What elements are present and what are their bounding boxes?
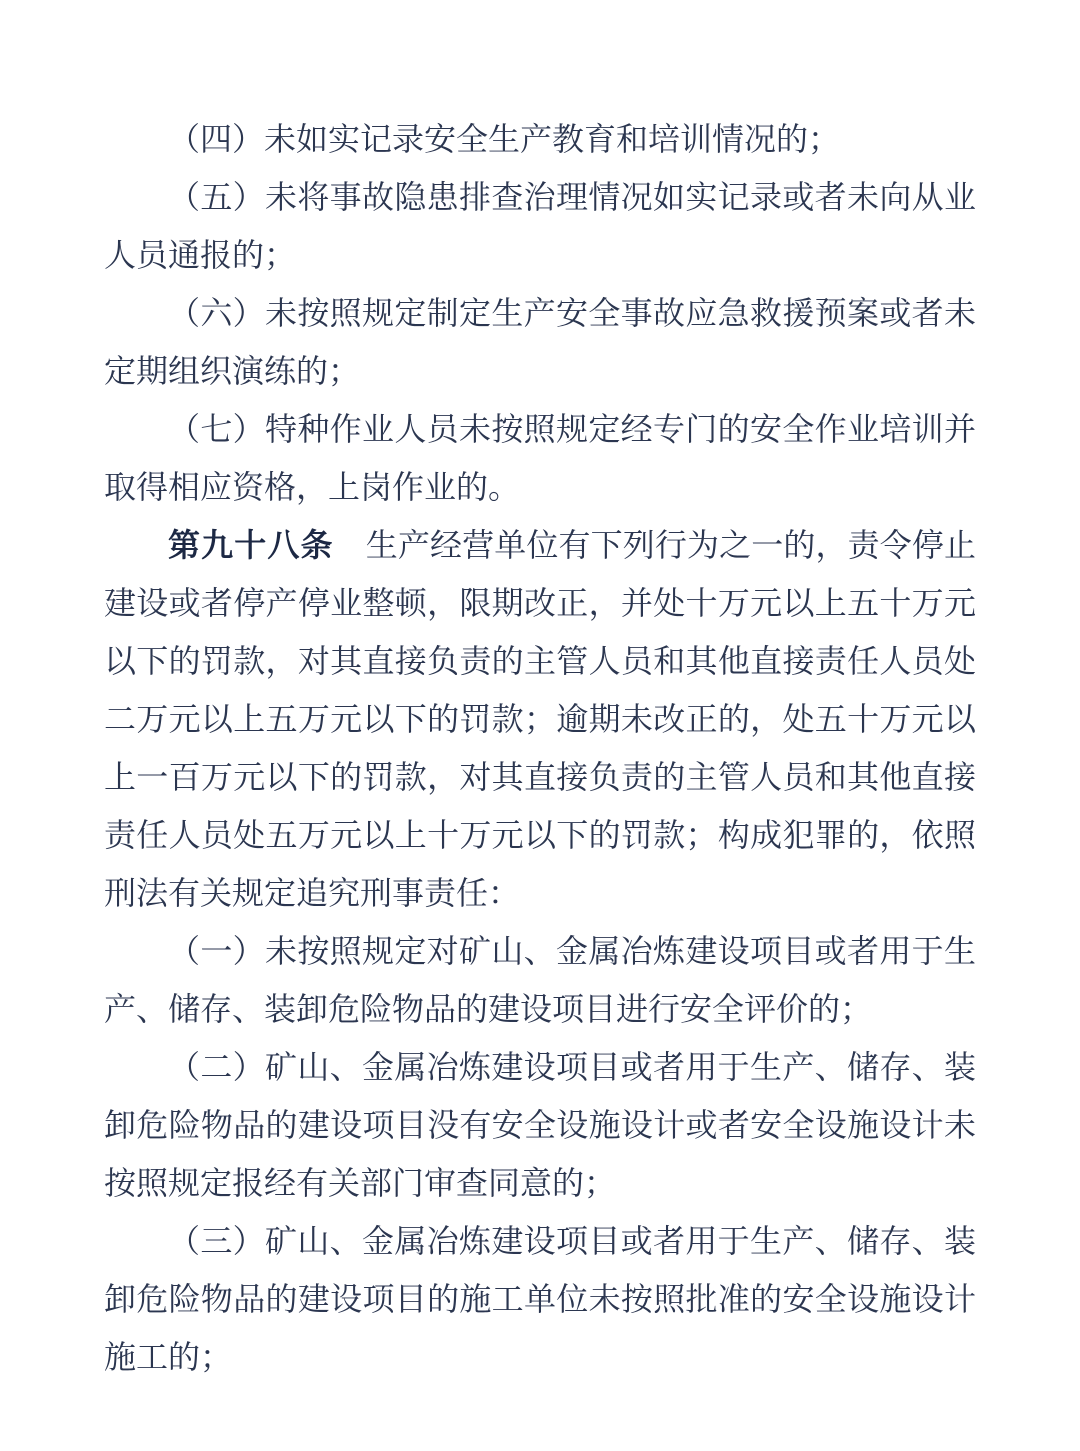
clause-item-4: （四）未如实记录安全生产教育和培训情况的； [168, 121, 841, 157]
article-body-text: 生产经营单位有下列行为之一的，责令停止建设或者停产停业整顿，限期改正，并处十万元以上五十万元以下的罚款，对其直接负责的主管人员和其他直接责任人员处二万元以上五万元以下的罚款；逾期未改正的，处五十万元以上一百万元以下的罚款，对其直接负责的主管人员和其他直接责任人员处五万元以上十万元以下的罚款；构成犯罪的，依照刑法有关规定追究刑事责任： [104, 527, 976, 911]
article-number: 第九十八条 [168, 527, 334, 563]
clause-item-6: （六）未按照规定制定生产安全事故应急救援预案或者未定期组织演练的； [104, 295, 976, 389]
article-98-paragraph [104, 516, 976, 922]
subclause-item-3: （三）矿山、金属冶炼建设项目或者用于生产、储存、装卸危险物品的建设项目的施工单位未按照批准的安全设施设计施工的； [104, 1223, 976, 1375]
subclause-item-1: （一）未按照规定对矿山、金属冶炼建设项目或者用于生产、储存、装卸危险物品的建设项目进行安全评价的； [104, 933, 976, 1027]
law-document-page [104, 110, 976, 1386]
clause-item-5: （五）未将事故隐患排查治理情况如实记录或者未向从业人员通报的； [104, 179, 976, 273]
subclause-item-2: （二）矿山、金属冶炼建设项目或者用于生产、储存、装卸危险物品的建设项目没有安全设施设计或者安全设施设计未按照规定报经有关部门审查同意的； [104, 1049, 976, 1201]
clause-item-7: （七）特种作业人员未按照规定经专门的安全作业培训并取得相应资格，上岗作业的。 [104, 411, 976, 505]
